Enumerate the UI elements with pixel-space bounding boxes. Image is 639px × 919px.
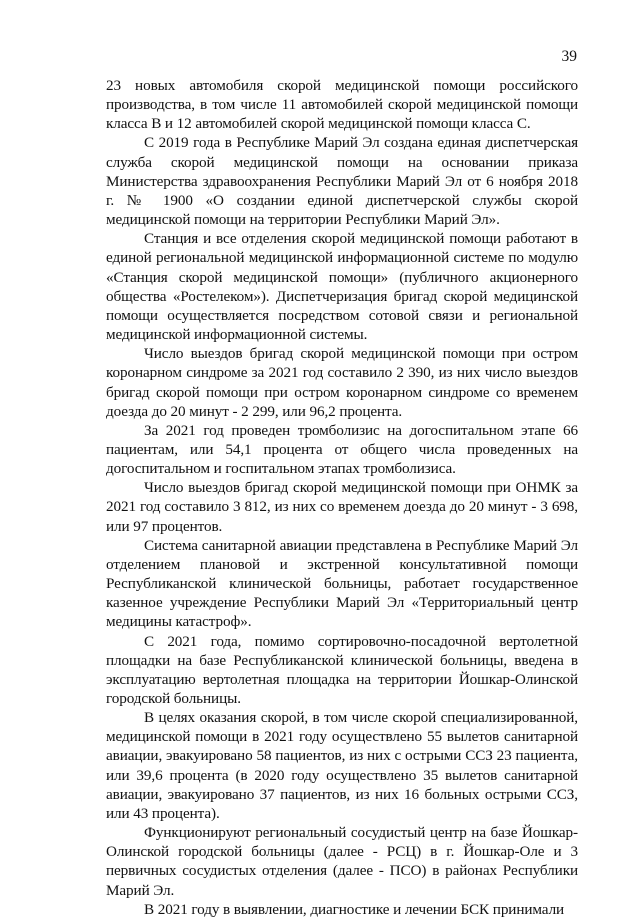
paragraph-2: С 2019 года в Республике Марий Эл создана единая диспетчерская служба скорой медицинской помощи на основании приказа Министерства здравоохранения Республики Марий Эл от 6 ноября 2018 г. № 1900 «О создании единой диспетчерской службы скорой медицинской помощи на территории Республики Марий Эл». [106, 134, 578, 229]
paragraph-11: В 2021 году в выявлении, диагностике и лечении БСК принимали [144, 900, 565, 918]
page-body [106, 76, 578, 919]
paragraph-3: Станция и все отделения скорой медицинской помощи работают в единой региональной медицинской информационной системе по модулю «Станция скорой медицинской помощи» (публичного акционерного общества «Ростелеком»). Диспетчеризация бригад скорой медицинской помощи осуществляется посредством сотовой связи и региональной медицинской информационной системы. [106, 230, 578, 344]
paragraph-7: Система санитарной авиации представлена в Республике Марий Эл отделением плановой и экстренной консультативной помощи Республиканской клинической больницы, работает государственное казенное учреждение Республики Марий Эл «Территориальный центр медицины катастроф». [106, 536, 578, 631]
paragraph-5: За 2021 год проведен тромболизис на догоспитальном этапе 66 пациентам, или 54,1 процента от общего числа проведенных на догоспитальном и госпитальном этапах тромболизиса. [106, 421, 578, 478]
paragraph-4: Число выездов бригад скорой медицинской помощи при остром коронарном синдроме за 2021 год составило 2 390, из них число выездов бригад скорой помощи при остром коронарном синдроме со временем доезда до 20 минут - 2 299, или 96,2 процента. [106, 345, 578, 420]
paragraph-9: В целях оказания скорой, в том числе скорой специализированной, медицинской помощи в 2021 году осуществлено 55 вылетов санитарной авиации, эвакуировано 58 пациентов, из них с острыми ССЗ 23 пациента, или 39,6 процента (в 2020 году осуществлено 35 вылетов санитарной авиации, эвакуировано 37 пациентов, из них 16 больных острыми ССЗ, или 43 процента). [106, 709, 578, 822]
paragraph-6: Число выездов бригад скорой медицинской помощи при ОНМК за 2021 год составило 3 812, из них со временем доезда до 20 минут - 3 698, или 97 процентов. [106, 479, 578, 535]
paragraph-10: Функционируют региональный сосудистый центр на базе Йошкар-Олинской городской больницы (далее - РСЦ) в г. Йошкар-Оле и 3 первичных сосудистых отделения (далее - ПСО) в районах Республики Марий Эл. [106, 824, 578, 899]
paragraph-8: С 2021 года, помимо сортировочно-посадочной вертолетной площадки на базе Республиканской клинической больницы, введена в эксплуатацию вертолетная площадка на территории Йошкар-Олинской городской больницы. [106, 632, 578, 707]
paragraph-1: 23 новых автомобиля скорой медицинской помощи российского производства, в том числе 11 автомобилей скорой медицинской помощи класса В и 12 автомобилей скорой медицинской помощи класса С. [106, 77, 578, 133]
page-number: 39 [561, 48, 577, 65]
